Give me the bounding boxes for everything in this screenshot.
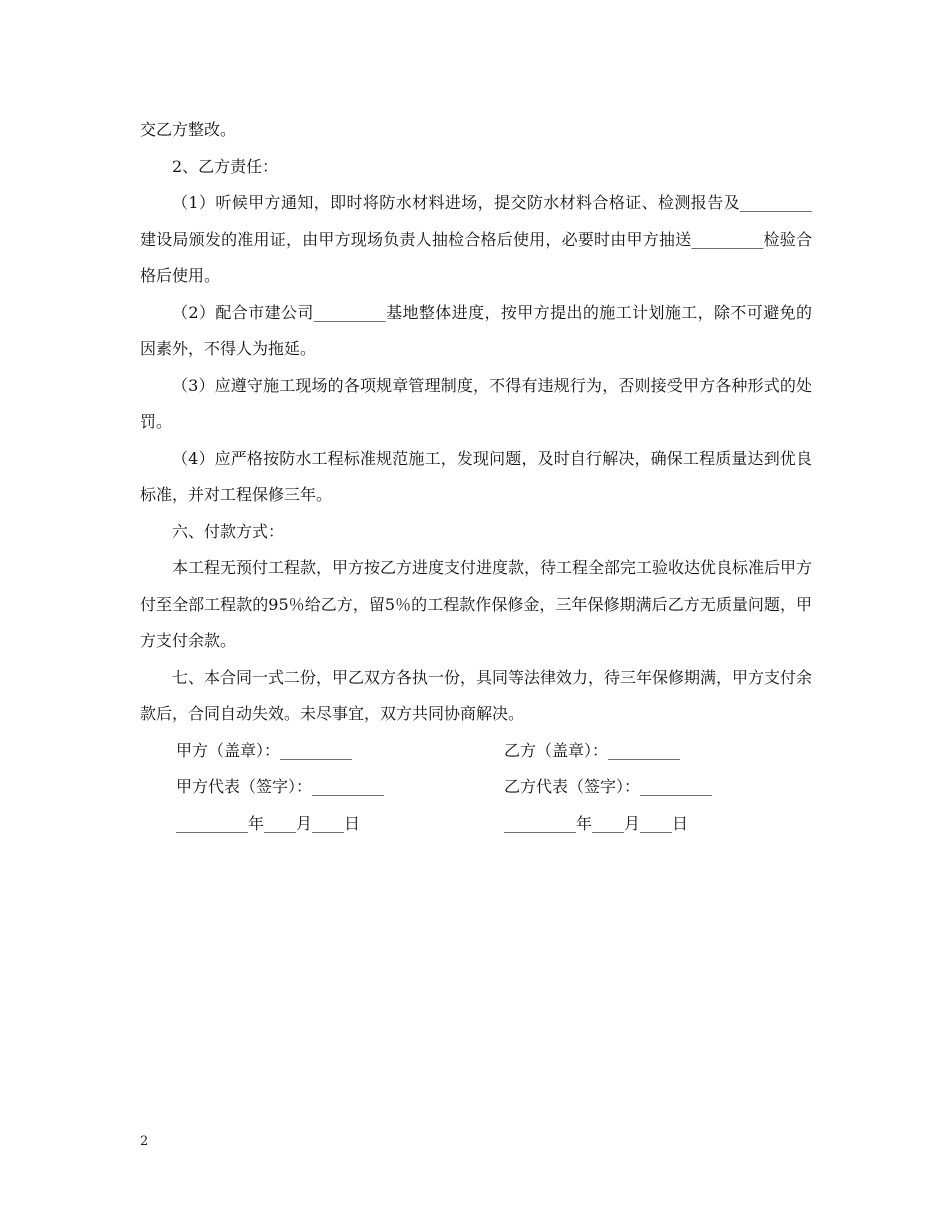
party-a-representative: 甲方代表（签字）：_________: [176, 777, 385, 796]
page-number: 2: [140, 1134, 149, 1149]
document-body: [140, 112, 812, 842]
party-b-date: _________年____月____日: [504, 813, 689, 833]
signature-row-date: [140, 806, 812, 843]
party-a-date: _________年____月____日: [176, 813, 361, 833]
clause-b-2: （2）配合市建公司_________基地整体进度，按甲方提出的施工计划施工，除不可避免的因素外，不得人为拖延。: [140, 302, 812, 358]
party-a-seal: 甲方（盖章）：_________: [176, 740, 353, 760]
clause-b-1: （1）听候甲方通知，即时将防水材料进场，提交防水材料合格证、检测报告及_________建设局颁发的准用证，由甲方现场负责人抽检合格后使用，必要时由甲方抽送_________检验合格后使用。: [140, 193, 812, 285]
heading-party-b-responsibility: 2、乙方责任：: [172, 156, 279, 176]
payment-terms: 本工程无预付工程款，甲方按乙方进度支付进度款，待工程全部完工验收达优良标准后甲方付至全部工程款的95％给乙方，留5％的工程款作保修金，三年保修期满后乙方无质量问题，甲方支付余款。: [140, 558, 813, 650]
heading-payment-method: 六、付款方式：: [172, 521, 285, 541]
signature-row-representative: [140, 769, 812, 806]
clause-b-3: （3）应遵守施工现场的各项规章管理制度，不得有违规行为，否则接受甲方各种形式的处罚。: [140, 375, 812, 431]
party-b-seal: 乙方（盖章）：_________: [504, 740, 681, 760]
clause-b-4: （4）应严格按防水工程标准规范施工，发现问题，及时自行解决，确保工程质量达到优良标准，并对工程保修三年。: [140, 448, 812, 504]
party-b-representative: 乙方代表（签字）：_________: [504, 777, 713, 796]
paragraph-continuation: 交乙方整改。: [140, 120, 237, 139]
clause-seven-copies: 七、本合同一式二份，甲乙双方各执一份，具同等法律效力，待三年保修期满，甲方支付余款后，合同自动失效。未尽事宜，双方共同协商解决。: [140, 667, 813, 723]
signature-row-seal: [140, 733, 812, 770]
